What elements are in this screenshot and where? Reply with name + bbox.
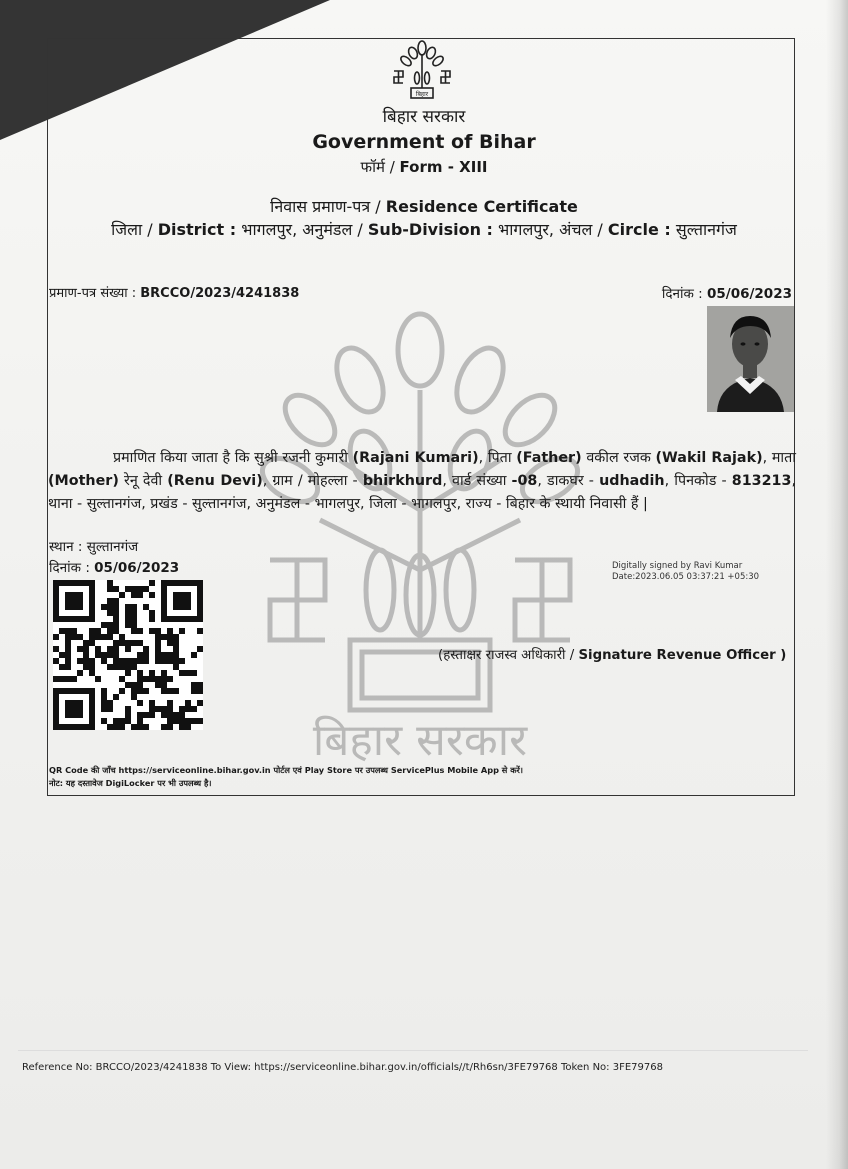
government-english-title: Government of Bihar [312, 131, 536, 153]
pincode-value: 813213 [731, 473, 792, 489]
watermark-text: बिहार सरकार [312, 715, 528, 766]
mother-name: (Renu Devi) [167, 473, 263, 489]
signature-english: Signature Revenue Officer ) [578, 648, 787, 663]
government-hindi-title: बिहार सरकार [382, 107, 466, 127]
certificate-number [49, 283, 299, 301]
statement-text: , डाकघर - [537, 473, 600, 489]
district-value: भागलपुर, अनुमंडल / [236, 220, 368, 239]
bihar-emblem-logo [391, 40, 453, 102]
village-value: bhirkhurd [362, 473, 443, 489]
form-label: Form - XIII [399, 158, 488, 176]
statement-text: , वार्ड संख्या [442, 473, 512, 489]
statement-text: , पिता [478, 450, 517, 466]
place-label: स्थान : [49, 539, 87, 555]
issue-date-label: दिनांक : [49, 560, 95, 576]
qr-code[interactable] [52, 580, 204, 730]
ward-value: -08 [511, 473, 538, 489]
certificate-date-label: दिनांक : [661, 286, 707, 302]
statement-text: प्रमाणित किया जाता है कि सुश्री रजनी कुमारी [113, 450, 353, 466]
reference-footer: Reference No: BRCCO/2023/4241838 To View: https://serviceonline.bihar.gov.in/officials//t/Rh6sn/3FE79768 Token No: 3FE79768 [22, 1062, 663, 1073]
subdivision-value: भागलपुर, अंचल / [492, 220, 608, 239]
certificate-number-value: BRCCO/2023/4241838 [140, 286, 300, 301]
circle-value: सुल्तानगंज [670, 220, 737, 239]
certificate-date-value: 05/06/2023 [706, 286, 792, 302]
bihar-emblem-watermark [250, 310, 590, 770]
signature-hindi: (हस्ताक्षर राजस्व अधिकारी / [438, 648, 579, 663]
mother-label: (Mother) [48, 473, 119, 489]
qr-verification-note: QR Code की जाँच https://serviceonline.bihar.gov.in पोर्टल एवं Play Store पर उपलब्ध ServicePlus Mobile App से करें। [49, 765, 523, 775]
place-line [49, 537, 138, 555]
emblem-label: बिहार [415, 91, 429, 98]
footer-divider [18, 1050, 808, 1051]
issue-date-line [49, 558, 179, 576]
statement-text: , ग्राम / मोहल्ला - [262, 473, 363, 489]
subdivision-label: Sub-Division : [367, 220, 493, 239]
father-label: (Father) [516, 450, 582, 466]
statement-text: रेनू देवी [118, 473, 168, 489]
certificate-statement [48, 447, 796, 516]
statement-text: , पिनकोड - [664, 473, 732, 489]
district-label-hindi: जिला / [111, 220, 158, 239]
issue-date-value: 05/06/2023 [94, 560, 180, 576]
applicant-name: (Rajani Kumari) [352, 450, 479, 466]
signature-caption [438, 645, 786, 663]
jurisdiction-line [0, 218, 848, 240]
form-number [0, 157, 848, 177]
digital-signature [612, 561, 759, 583]
statement-text: वकील रजक [581, 450, 656, 466]
circle-label: Circle : [607, 220, 671, 239]
digital-signature-signer: Digitally signed by Ravi Kumar [612, 561, 743, 571]
district-label: District : [157, 220, 237, 239]
applicant-photo [707, 306, 794, 412]
place-value: सुल्तानगंज [86, 539, 139, 555]
statement-text: , थाना - सुल्तानगंज, प्रखंड - सुल्तानगंज, अनुमंडल - भागलपुर, जिला - भागलपुर, राज्य - बिहार के स्थायी निवासी हैं | [48, 473, 796, 512]
certificate-number-label: प्रमाण-पत्र संख्या : [49, 286, 141, 301]
post-office-value: udhadih [599, 473, 665, 489]
digital-signature-date: Date:2023.06.05 03:37:21 +05:30 [612, 572, 760, 582]
certificate-title [0, 195, 848, 217]
statement-text: , माता [762, 450, 796, 466]
form-prefix: फॉर्म / [360, 158, 400, 176]
certificate-title-hindi: निवास प्रमाण-पत्र / [270, 197, 386, 216]
digilocker-note: नोट: यह दस्तावेज DigiLocker पर भी उपलब्ध है। [49, 778, 212, 788]
father-name: (Wakil Rajak) [655, 450, 763, 466]
certificate-date [662, 284, 792, 302]
certificate-title-english: Residence Certificate [385, 197, 578, 216]
